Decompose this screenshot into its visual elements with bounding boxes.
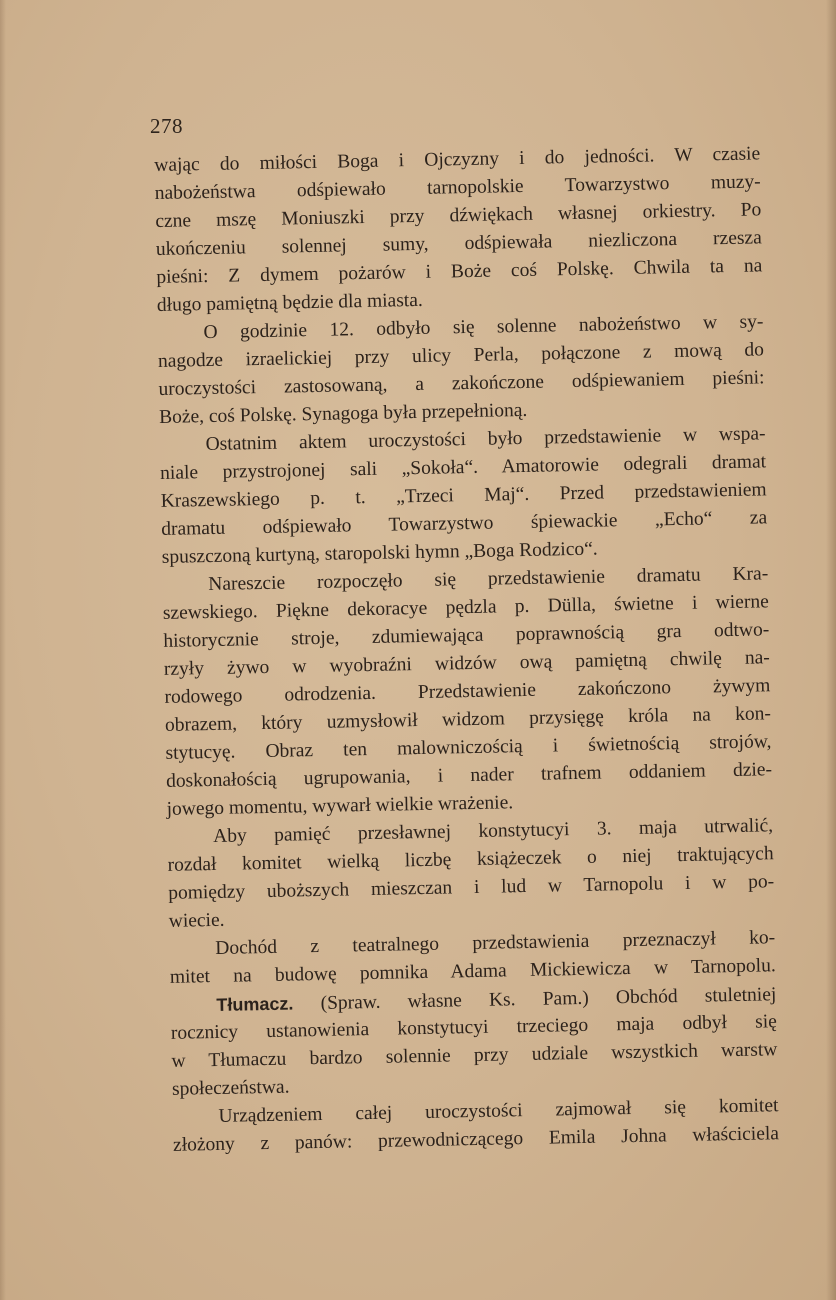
text-line-rest: (Spraw. własne Ks. Pam.) Obchód stuletniej	[320, 984, 777, 1014]
text-line: O godzinie 12. odbyło się solenne nabożeństwo w sy-	[203, 311, 764, 344]
text-line: Urządzeniem całej uroczystości zajmował się komitet	[218, 1095, 779, 1127]
text-line: wając do miłości Boga i Ojczyzny i do jedności. W czasie	[154, 143, 761, 176]
page-edge-left	[0, 0, 6, 1300]
text-line: w Tłumaczu bardzo solennie przy udziale wszystkich warstw	[171, 1039, 778, 1072]
text-line: rocznicy ustanowienia konstytucyi trzeciego maja odbył się	[170, 1011, 778, 1044]
text-line: niale przystrojonej sali „Sokoła“. Amatorowie odegrali dramat	[159, 451, 767, 484]
text-line: wiecie.	[168, 909, 225, 932]
text-line: Aby pamięć przesławnej konstytucyi 3. maja utrwalić,	[212, 815, 774, 847]
text-line: pomiędzy uboższych mieszczan i lud w Tarnopolu i w po-	[168, 871, 775, 904]
page-edge-right	[826, 0, 836, 1300]
text-line: dramatu odśpiewało Towarzystwo śpiewackie „Echo“ za	[161, 507, 768, 540]
text-line: historycznie stroje, zdumiewająca poprawnością gra odtwo-	[163, 619, 770, 652]
text-line: mitet na budowę pomnika Adama Mickiewicza w Tarnopolu.	[169, 955, 776, 988]
text-line: nagodze izraelickiej przy ulicy Perla, połączone z mową do	[157, 339, 765, 372]
text-line: Dochód z teatralnego przedstawienia przeznaczył ko-	[215, 927, 776, 959]
text-line: szewskiego. Piękne dekoracye pędzla p. Dülla, świetne i wierne	[162, 591, 769, 624]
text-line: złożony z panów: przewodniczącego Emila Johna właściciela	[172, 1123, 780, 1156]
text-line: Boże, coś Polskę. Synagoga była przepełnioną.	[158, 399, 528, 428]
section-lead-word: Tłumacz.	[216, 993, 294, 1015]
text-line: ukończeniu solennej sumy, odśpiewała niezliczona rzesza	[155, 227, 762, 260]
text-line: nabożeństwa odśpiewało tarnopolskie Towarzystwo muzy-	[154, 171, 761, 204]
text-line: Kraszewskiego p. t. „Trzeci Maj“. Przed przedstawieniem	[160, 479, 767, 512]
text-line: Nareszcie rozpoczęło się przedstawienie dramatu Kra-	[208, 563, 769, 596]
text-line: Ostatnim aktem uroczystości było przedstawienie w wspa-	[205, 423, 766, 456]
text-line: pieśni: Z dymem pożarów i Boże coś Polskę. Chwila ta na	[156, 255, 763, 288]
text-line: doskonałością ugrupowania, i nader trafnem oddaniem dzie-	[165, 759, 773, 792]
text-line: długo pamiętną będzie dla miasta.	[156, 289, 423, 316]
text-line: rozdał komitet wielką liczbę książeczek o niej traktujących	[167, 843, 774, 876]
text-line: rzyły żywo w wyobraźni widzów ową pamiętną chwilę na-	[163, 647, 771, 680]
page-number: 278	[150, 114, 183, 138]
text-line: jowego momentu, wywarł wielkie wrażenie.	[166, 792, 514, 820]
body-text	[154, 140, 779, 1159]
text-line: czne mszę Moniuszki przy dźwiękach własnej orkiestry. Po	[155, 199, 762, 232]
text-line: społeczeństwa.	[171, 1076, 290, 1100]
text-line: uroczystości zastosowaną, a zakończone odśpiewaniem pieśni:	[158, 367, 765, 400]
text-line: rodowego odrodzenia. Przedstawienie zakończono żywym	[164, 675, 771, 708]
text-line: stytucyę. Obraz ten malowniczością i świetnością strojów,	[165, 731, 772, 764]
text-line: spuszczoną kurtyną, staropolski hymn „Boga Rodzico“.	[161, 538, 598, 568]
text-line: obrazem, który uzmysłowił widzom przysięgę króla na kon-	[164, 703, 772, 736]
